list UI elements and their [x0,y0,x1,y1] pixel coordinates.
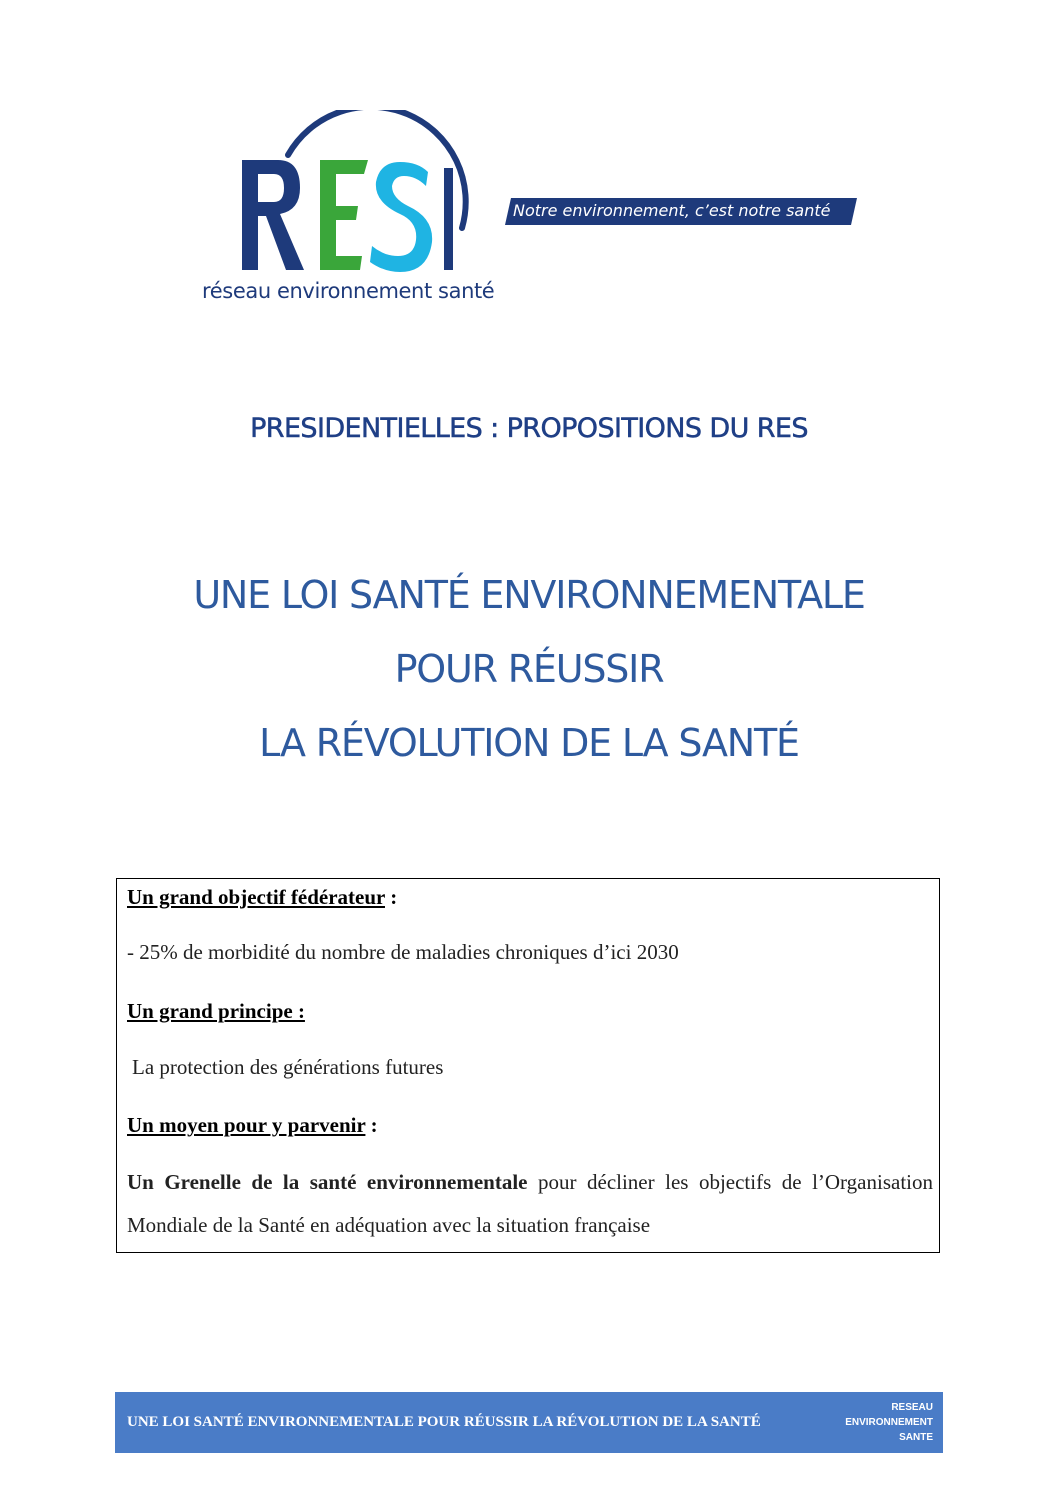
means-heading [127,1113,933,1138]
logo-letter-e [320,160,368,270]
logo-subtitle: réseau environnement santé [202,279,495,303]
means-text [127,1161,933,1247]
logo-arc [288,110,466,228]
res-logo [200,110,500,305]
footer-org-line-2: ENVIRONNEMENT [845,1417,933,1428]
means-heading-suffix: : [365,1113,378,1137]
objective-text [127,940,933,965]
logo-letter-r [242,160,304,270]
footer-org-line-1: RESEAU [891,1402,933,1413]
logo-bar [444,168,453,270]
principle-text: La protection des générations futures [132,1055,444,1079]
objective-heading-suffix: : [384,885,398,909]
headline-line-3: LA RÉVOLUTION DE LA SANTÉ [259,721,799,765]
means-text-bold: Un Grenelle de la santé environnementale [127,1170,528,1194]
page-footer [115,1392,943,1453]
means-text-rest: pour décliner les objectifs de l’Organisation Mondiale de la Santé en adéquation avec la situation française [127,1170,933,1237]
headline-line-2: POUR RÉUSSIR [394,647,664,691]
objective-text-content: - 25% de morbidité du nombre de maladies chroniques d’ici 2030 [127,940,679,964]
means-heading-label: Un moyen pour y parvenir [127,1113,366,1137]
objective-heading-label: Un grand objectif fédérateur [127,885,385,909]
headline-line-1: UNE LOI SANTÉ ENVIRONNEMENTALE [193,573,865,617]
objective-heading [127,885,933,910]
footer-org-line-3: SANTE [899,1432,933,1443]
tagline: Notre environnement, c’est notre santé [513,201,831,220]
summary-box [116,878,940,1253]
principle-heading [127,999,933,1024]
logo-letter-s [370,162,432,272]
footer-title: UNE LOI SANTÉ ENVIRONNEMENTALE POUR RÉUSSIR LA RÉVOLUTION DE LA SANTÉ [127,1414,761,1430]
document-kicker: PRESIDENTIELLES : PROPOSITIONS DU RES [250,413,808,444]
footer-org [845,1400,933,1445]
principle-heading-label: Un grand principe : [127,999,305,1023]
